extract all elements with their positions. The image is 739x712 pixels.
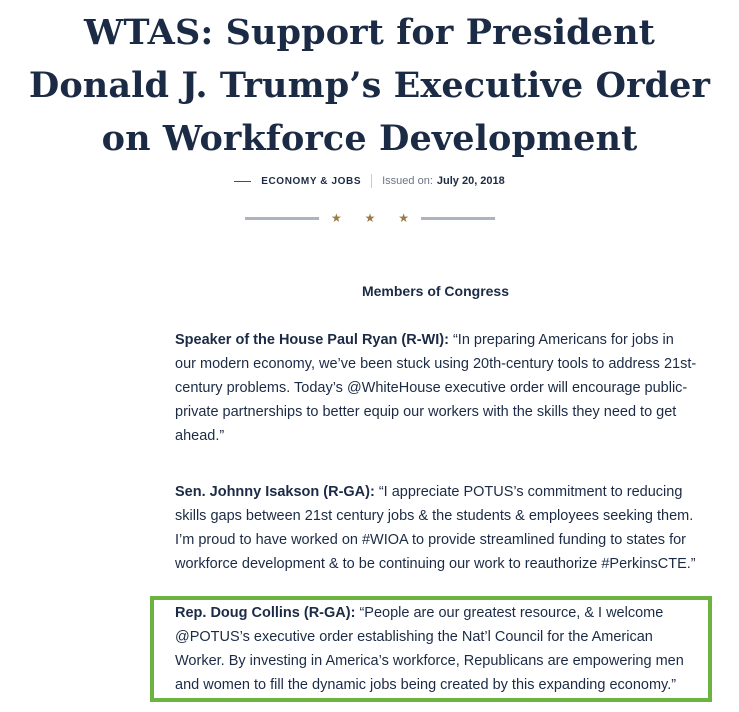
divider-bar-left: [245, 217, 319, 220]
title-line: on Workforce Development: [101, 118, 638, 159]
issued-label: Issued on:: [382, 175, 433, 187]
star-icon: ★: [398, 211, 409, 225]
quote-paragraph: [175, 480, 697, 576]
divider-bar-right: [421, 217, 495, 220]
quote-paragraph: [175, 328, 697, 448]
quote-speaker: Rep. Doug Collins (R-GA):: [175, 605, 356, 621]
issued-date: July 20, 2018: [436, 175, 505, 187]
quote-speaker: Speaker of the House Paul Ryan (R-WI):: [175, 332, 449, 348]
title-line: Donald J. Trump’s Executive Order: [28, 65, 711, 106]
meta-separator: [371, 174, 372, 188]
quote-text: “People are our greatest resource, & I welcome @POTUS’s executive order establishing the Nat’l Council for the American Worker. By investing in America’s workforce, Republicans are empowering men and women to fill the dynamic jobs being created by this expanding economy.”: [175, 605, 684, 693]
quote-paragraph: [175, 601, 697, 697]
category-link[interactable]: ECONOMY & JOBS: [261, 175, 362, 187]
quote-text: “In preparing Americans for jobs in our modern economy, we’ve been stuck using 20th-century tools to address 21st-century problems. Today’s @WhiteHouse executive order will encourage public-private partnerships to better equip our workers with the skills they need to get ahead.”: [175, 332, 697, 444]
quote-speaker: Sen. Johnny Isakson (R-GA):: [175, 484, 375, 500]
category-accent-line: [234, 181, 251, 182]
section-heading: Members of Congress: [361, 283, 510, 299]
decorative-divider: [245, 210, 495, 226]
quote-text: “I appreciate POTUS’s commitment to reducing skills gaps between 21st century jobs & the students & employees seeking them. I’m proud to have worked on #WIOA to provide streamlined funding to states for workforce development & to be continuing our work to reauthorize #PerkinsCTE.”: [175, 484, 696, 572]
article-meta: [0, 174, 739, 188]
star-icon: ★: [364, 211, 376, 225]
page-title: [0, 6, 739, 165]
divider-stars: [319, 211, 421, 225]
title-line: WTAS: Support for President: [84, 12, 655, 53]
star-icon: ★: [331, 211, 342, 225]
